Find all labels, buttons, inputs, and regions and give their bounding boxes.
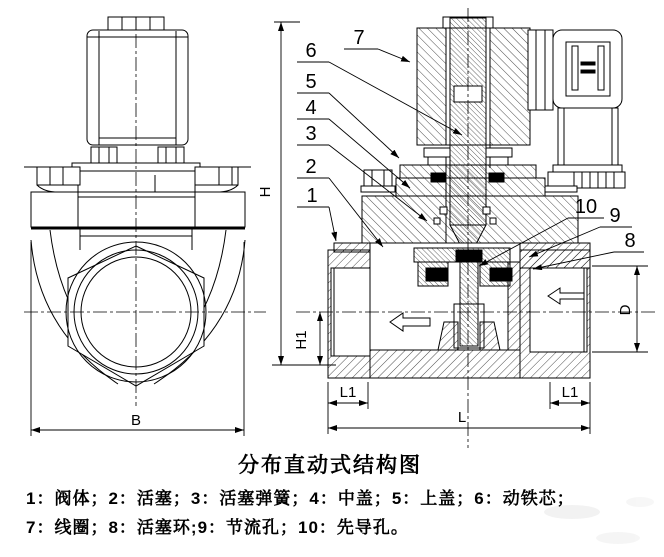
coil-housing xyxy=(87,30,188,145)
svg-text:8: 8 xyxy=(624,230,636,252)
cover-bolt-right xyxy=(548,172,574,186)
svg-text:6: 6 xyxy=(305,40,317,62)
dim-label-H: H xyxy=(257,186,274,198)
svg-text:10: 10 xyxy=(574,196,598,218)
chamber-divider xyxy=(508,262,520,350)
piston-ring-left xyxy=(426,268,448,281)
nut-right xyxy=(158,147,184,163)
connector-body xyxy=(558,108,618,165)
neck xyxy=(78,171,195,192)
dimension-H xyxy=(257,22,336,365)
seal-right xyxy=(489,173,504,182)
dimension-H1 xyxy=(293,312,320,365)
diagram-title: 分布直动式结构图 xyxy=(238,454,422,477)
dim-label-L1-left: L1 xyxy=(339,384,357,401)
legend-line-2: 7：线圈；8：活塞环;9：节流孔；10：先导孔。 xyxy=(26,518,409,537)
left-view-exterior xyxy=(24,17,266,436)
connector-pin-left xyxy=(572,46,578,90)
right-view-section xyxy=(257,8,656,448)
middle-cover-section xyxy=(361,170,578,243)
dimension-L xyxy=(328,409,590,428)
dim-label-H1: H1 xyxy=(293,330,310,350)
dim-label-D: D xyxy=(617,304,634,316)
dimension-D xyxy=(592,266,648,352)
svg-text:7: 7 xyxy=(353,27,365,49)
connector-pin-right xyxy=(598,46,604,90)
seal-left xyxy=(431,173,446,182)
dimension-L1-left xyxy=(328,382,368,434)
dimension-L1-right xyxy=(550,382,590,434)
svg-text:4: 4 xyxy=(305,97,317,119)
valve-body-section xyxy=(328,243,590,378)
cover-bolt-left xyxy=(364,170,392,186)
dim-label-B: B xyxy=(130,412,142,429)
callout-7 xyxy=(344,27,410,62)
svg-text:9: 9 xyxy=(609,205,621,227)
dim-label-L1-right: L1 xyxy=(561,384,579,401)
legend-line-1: 1：阀体；2：活塞；3：活塞弹簧；4：中盖；5：上盖；6：动铁芯； xyxy=(26,489,575,508)
nut-left xyxy=(91,147,117,163)
svg-text:2: 2 xyxy=(305,156,317,178)
dim-label-L: L xyxy=(457,409,467,426)
pilot-seal xyxy=(456,250,482,262)
callout-1 xyxy=(297,185,336,241)
svg-text:1: 1 xyxy=(306,185,318,207)
svg-text:5: 5 xyxy=(305,71,317,93)
svg-text:3: 3 xyxy=(305,123,317,145)
cable-connector xyxy=(528,30,625,188)
